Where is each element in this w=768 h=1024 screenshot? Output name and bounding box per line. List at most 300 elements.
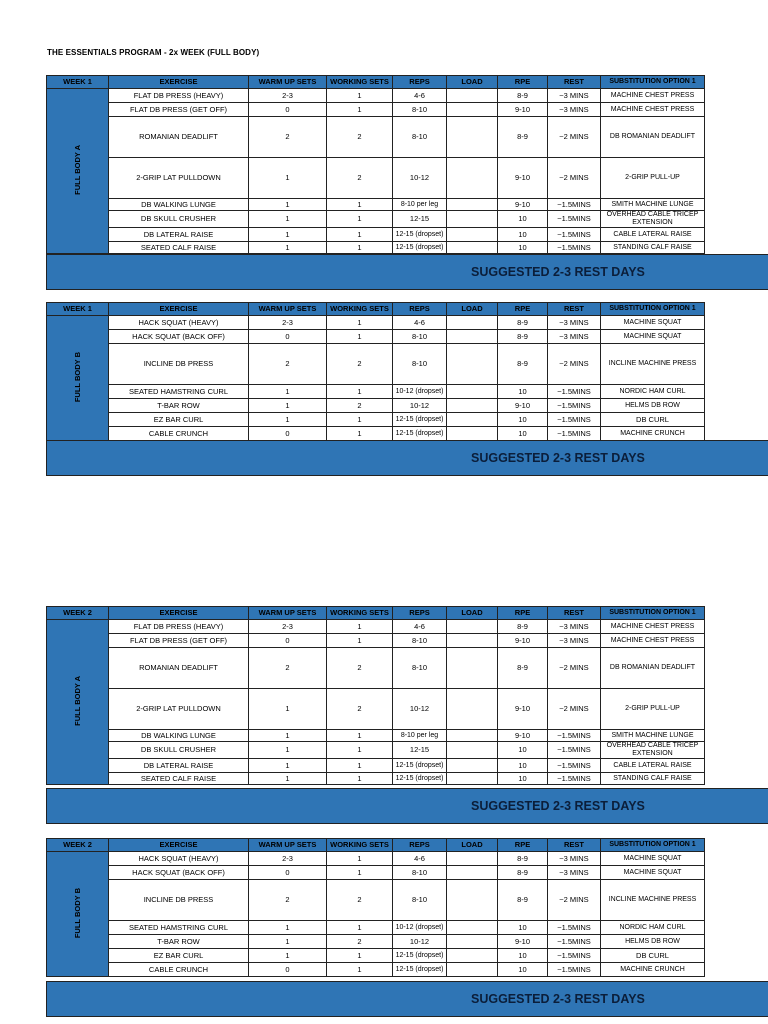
table-cell: NORDIC HAM CURL (601, 921, 705, 935)
table-row (47, 316, 705, 330)
column-header: REPS (393, 76, 447, 89)
table-cell: 2-3 (249, 620, 327, 634)
table-cell: 12-15 (dropset) (393, 963, 447, 977)
table-cell: 8-10 (393, 648, 447, 689)
column-header: REPS (393, 303, 447, 316)
table-row (47, 427, 705, 441)
table-cell: 12-15 (dropset) (393, 427, 447, 441)
table-cell: 2 (327, 935, 393, 949)
rest-days-text: SUGGESTED 2-3 REST DAYS (471, 992, 645, 1006)
table-cell: 10 (498, 759, 548, 773)
table-cell: HACK SQUAT (BACK OFF) (109, 330, 249, 344)
column-header: WORKING SETS (327, 76, 393, 89)
column-header: RPE (498, 76, 548, 89)
table-cell: SMITH MACHINE LUNGE (601, 199, 705, 211)
table-cell: HACK SQUAT (HEAVY) (109, 316, 249, 330)
table-cell: 1 (327, 773, 393, 785)
column-header: SUBSTITUTION OPTION 1 (601, 839, 705, 852)
week-label: WEEK 1 (47, 303, 109, 316)
table-cell: CABLE LATERAL RAISE (601, 759, 705, 773)
table-cell: 10 (498, 242, 548, 254)
table-cell: 10-12 (393, 689, 447, 730)
table-cell: 1 (249, 228, 327, 242)
table-cell: 2-GRIP PULL-UP (601, 158, 705, 199)
day-label: FULL BODY A (72, 145, 82, 195)
table-cell: ~1.5MINS (548, 921, 601, 935)
table-cell: 1 (249, 242, 327, 254)
table-cell: INCLINE MACHINE PRESS (601, 344, 705, 385)
table-cell: 10-12 (393, 158, 447, 199)
rest-days-banner (46, 788, 768, 824)
table-cell: 8-10 (393, 866, 447, 880)
table-cell: ~1.5MINS (548, 413, 601, 427)
table-cell: 10 (498, 742, 548, 759)
table-cell[interactable] (447, 427, 498, 441)
table-cell[interactable] (447, 103, 498, 117)
table-cell: 8-10 per leg (393, 730, 447, 742)
table-cell: ~1.5MINS (548, 399, 601, 413)
table-row (47, 921, 705, 935)
table-cell: ~3 MINS (548, 316, 601, 330)
table-cell: ROMANIAN DEADLIFT (109, 117, 249, 158)
table-cell: 1 (327, 963, 393, 977)
column-header: REST (548, 303, 601, 316)
table-cell: SEATED HAMSTRING CURL (109, 385, 249, 399)
table-cell: 12-15 (dropset) (393, 773, 447, 785)
column-header: RPE (498, 607, 548, 620)
table-cell: HELMS DB ROW (601, 399, 705, 413)
column-header: REPS (393, 839, 447, 852)
table-cell: 10-12 (393, 935, 447, 949)
table-cell: ~3 MINS (548, 89, 601, 103)
table-cell: 2-3 (249, 852, 327, 866)
table-cell: 1 (249, 413, 327, 427)
table-cell[interactable] (447, 759, 498, 773)
table-header-row (47, 303, 705, 316)
table-cell: 12-15 (dropset) (393, 949, 447, 963)
day-label: FULL BODY B (72, 351, 82, 403)
column-header: SUBSTITUTION OPTION 1 (601, 303, 705, 316)
table-cell: 10 (498, 921, 548, 935)
column-header: EXERCISE (109, 303, 249, 316)
table-cell: SMITH MACHINE LUNGE (601, 730, 705, 742)
table-cell: ~1.5MINS (548, 759, 601, 773)
schedule-table (46, 606, 705, 785)
table-cell: 12-15 (dropset) (393, 413, 447, 427)
day-label-cell (47, 852, 109, 977)
table-cell[interactable] (447, 89, 498, 103)
table-cell: MACHINE CRUNCH (601, 427, 705, 441)
column-header: EXERCISE (109, 76, 249, 89)
table-cell: MACHINE CHEST PRESS (601, 103, 705, 117)
table-cell: 2 (327, 117, 393, 158)
table-cell: ~1.5MINS (548, 742, 601, 759)
table-cell[interactable] (447, 413, 498, 427)
table-cell: 12-15 (393, 742, 447, 759)
column-header: REST (548, 76, 601, 89)
table-cell: INCLINE DB PRESS (109, 880, 249, 921)
table-cell: MACHINE CHEST PRESS (601, 620, 705, 634)
table-cell: OVERHEAD CABLE TRICEP EXTENSION (601, 211, 705, 228)
table-cell: 8-9 (498, 330, 548, 344)
table-cell: 1 (327, 385, 393, 399)
table-cell: 9-10 (498, 399, 548, 413)
table-cell: 1 (327, 242, 393, 254)
column-header: RPE (498, 303, 548, 316)
table-cell: 8-10 (393, 330, 447, 344)
column-header: WORKING SETS (327, 303, 393, 316)
table-cell: 0 (249, 634, 327, 648)
table-cell: ~3 MINS (548, 103, 601, 117)
table-cell: SEATED HAMSTRING CURL (109, 921, 249, 935)
table-row (47, 413, 705, 427)
table-cell[interactable] (447, 648, 498, 689)
table-cell[interactable] (447, 316, 498, 330)
table-cell: 9-10 (498, 935, 548, 949)
table-cell[interactable] (447, 344, 498, 385)
column-header: EXERCISE (109, 607, 249, 620)
table-row (47, 344, 705, 385)
table-cell: MACHINE CHEST PRESS (601, 89, 705, 103)
table-cell: ~1.5MINS (548, 242, 601, 254)
table-row (47, 117, 705, 158)
table-cell: 12-15 (393, 211, 447, 228)
table-cell: 1 (327, 730, 393, 742)
table-row (47, 199, 705, 211)
week-label: WEEK 1 (47, 76, 109, 89)
table-cell: ~1.5MINS (548, 730, 601, 742)
table-cell: ~2 MINS (548, 880, 601, 921)
table-cell: 8-9 (498, 866, 548, 880)
table-cell: ~1.5MINS (548, 211, 601, 228)
table-cell: 1 (249, 399, 327, 413)
table-cell: 1 (249, 921, 327, 935)
table-cell[interactable] (447, 963, 498, 977)
day-label: FULL BODY A (72, 676, 82, 726)
document-title: THE ESSENTIALS PROGRAM - 2x WEEK (FULL BODY) (47, 48, 260, 57)
column-header: WARM UP SETS (249, 607, 327, 620)
table-cell: STANDING CALF RAISE (601, 242, 705, 254)
table-cell[interactable] (447, 158, 498, 199)
schedule-table (46, 838, 705, 977)
column-header: REST (548, 839, 601, 852)
column-header: SUBSTITUTION OPTION 1 (601, 607, 705, 620)
table-cell: 1 (327, 427, 393, 441)
table-cell: ROMANIAN DEADLIFT (109, 648, 249, 689)
table-cell: 1 (327, 742, 393, 759)
table-cell: 1 (327, 852, 393, 866)
table-cell: MACHINE SQUAT (601, 316, 705, 330)
table-cell: 2 (249, 117, 327, 158)
table-cell: 1 (327, 199, 393, 211)
rest-days-banner (46, 254, 768, 290)
table-cell: 8-10 (393, 103, 447, 117)
table-cell: T-BAR ROW (109, 935, 249, 949)
table-cell: 2 (249, 344, 327, 385)
table-cell[interactable] (447, 634, 498, 648)
table-cell: ~2 MINS (548, 344, 601, 385)
column-header: LOAD (447, 76, 498, 89)
schedule-table (46, 302, 705, 441)
table-cell: DB SKULL CRUSHER (109, 742, 249, 759)
table-row (47, 228, 705, 242)
table-cell: 1 (327, 89, 393, 103)
table-cell: FLAT DB PRESS (HEAVY) (109, 620, 249, 634)
table-cell: 10-12 (393, 399, 447, 413)
table-cell: 0 (249, 330, 327, 344)
table-cell: 0 (249, 866, 327, 880)
table-cell: 9-10 (498, 730, 548, 742)
table-cell: MACHINE SQUAT (601, 866, 705, 880)
column-header: SUBSTITUTION OPTION 1 (601, 76, 705, 89)
table-cell: DB CURL (601, 949, 705, 963)
table-row (47, 963, 705, 977)
table-cell: 10 (498, 963, 548, 977)
table-row (47, 852, 705, 866)
rest-days-text: SUGGESTED 2-3 REST DAYS (471, 799, 645, 813)
table-cell: ~3 MINS (548, 634, 601, 648)
table-row (47, 689, 705, 730)
table-cell: 9-10 (498, 158, 548, 199)
table-cell: 1 (249, 385, 327, 399)
column-header: RPE (498, 839, 548, 852)
table-cell[interactable] (447, 211, 498, 228)
table-cell: 2-GRIP LAT PULLDOWN (109, 158, 249, 199)
table-cell: 1 (249, 759, 327, 773)
column-header: REST (548, 607, 601, 620)
table-cell: 12-15 (dropset) (393, 242, 447, 254)
table-cell: 1 (249, 935, 327, 949)
table-cell[interactable] (447, 620, 498, 634)
table-cell[interactable] (447, 330, 498, 344)
table-cell: SEATED CALF RAISE (109, 242, 249, 254)
table-cell: 2-GRIP PULL-UP (601, 689, 705, 730)
table-cell: 1 (327, 921, 393, 935)
table-cell: 1 (249, 211, 327, 228)
table-cell: 10 (498, 211, 548, 228)
table-cell: ~2 MINS (548, 648, 601, 689)
table-cell: 9-10 (498, 103, 548, 117)
day-label-cell (47, 316, 109, 441)
table-cell: ~3 MINS (548, 866, 601, 880)
table-cell: 8-9 (498, 880, 548, 921)
table-cell: 10 (498, 773, 548, 785)
day-label: FULL BODY B (72, 887, 82, 939)
table-cell[interactable] (447, 852, 498, 866)
table-cell: 2-3 (249, 316, 327, 330)
table-cell: EZ BAR CURL (109, 949, 249, 963)
table-row (47, 759, 705, 773)
table-cell: FLAT DB PRESS (HEAVY) (109, 89, 249, 103)
table-cell: 10-12 (dropset) (393, 385, 447, 399)
table-cell: 1 (327, 634, 393, 648)
table-cell: INCLINE MACHINE PRESS (601, 880, 705, 921)
table-cell: FLAT DB PRESS (GET OFF) (109, 103, 249, 117)
table-row (47, 385, 705, 399)
table-cell: 8-9 (498, 344, 548, 385)
table-cell[interactable] (447, 742, 498, 759)
table-cell: 1 (249, 158, 327, 199)
table-cell: 4-6 (393, 620, 447, 634)
table-cell: OVERHEAD CABLE TRICEP EXTENSION (601, 742, 705, 759)
table-cell[interactable] (447, 117, 498, 158)
table-row (47, 648, 705, 689)
table-cell[interactable] (447, 242, 498, 254)
table-cell: NORDIC HAM CURL (601, 385, 705, 399)
table-cell: 10 (498, 427, 548, 441)
table-cell: 8-9 (498, 89, 548, 103)
day-label-cell (47, 89, 109, 254)
table-cell: 9-10 (498, 199, 548, 211)
table-cell: 2 (249, 880, 327, 921)
table-cell: ~1.5MINS (548, 427, 601, 441)
table-cell: 12-15 (dropset) (393, 228, 447, 242)
table-cell: 8-9 (498, 316, 548, 330)
table-row (47, 730, 705, 742)
table-cell: INCLINE DB PRESS (109, 344, 249, 385)
table-row (47, 399, 705, 413)
table-cell: DB LATERAL RAISE (109, 759, 249, 773)
table-row (47, 773, 705, 785)
table-cell: ~2 MINS (548, 689, 601, 730)
table-cell[interactable] (447, 199, 498, 211)
table-cell: DB SKULL CRUSHER (109, 211, 249, 228)
table-cell: 2 (327, 158, 393, 199)
table-cell: DB LATERAL RAISE (109, 228, 249, 242)
table-cell: DB WALKING LUNGE (109, 730, 249, 742)
week-label: WEEK 2 (47, 839, 109, 852)
table-row (47, 866, 705, 880)
schedule-table (46, 75, 705, 254)
table-cell: ~3 MINS (548, 620, 601, 634)
table-cell: 1 (249, 949, 327, 963)
column-header: LOAD (447, 303, 498, 316)
table-cell: 0 (249, 963, 327, 977)
table-cell: ~1.5MINS (548, 228, 601, 242)
table-cell: 8-9 (498, 117, 548, 158)
table-cell: 10 (498, 385, 548, 399)
table-row (47, 949, 705, 963)
table-cell: ~2 MINS (548, 158, 601, 199)
table-cell: 1 (249, 199, 327, 211)
column-header: REPS (393, 607, 447, 620)
table-cell: CABLE CRUNCH (109, 963, 249, 977)
table-cell[interactable] (447, 935, 498, 949)
table-cell: 2 (327, 689, 393, 730)
column-header: LOAD (447, 607, 498, 620)
table-cell: FLAT DB PRESS (GET OFF) (109, 634, 249, 648)
table-cell: MACHINE CHEST PRESS (601, 634, 705, 648)
table-cell: 8-9 (498, 620, 548, 634)
table-cell[interactable] (447, 921, 498, 935)
rest-days-banner (46, 981, 768, 1017)
table-cell: HACK SQUAT (BACK OFF) (109, 866, 249, 880)
table-cell: 1 (249, 742, 327, 759)
table-cell: 2-3 (249, 89, 327, 103)
table-cell: ~2 MINS (548, 117, 601, 158)
rest-days-text: SUGGESTED 2-3 REST DAYS (471, 265, 645, 279)
table-cell: 1 (327, 866, 393, 880)
table-cell: ~3 MINS (548, 852, 601, 866)
column-header: LOAD (447, 839, 498, 852)
table-cell: 1 (327, 413, 393, 427)
table-cell: 4-6 (393, 316, 447, 330)
table-cell: ~1.5MINS (548, 385, 601, 399)
table-cell[interactable] (447, 880, 498, 921)
table-cell: 1 (327, 211, 393, 228)
table-cell: 1 (327, 228, 393, 242)
table-cell: 4-6 (393, 89, 447, 103)
rest-days-banner (46, 440, 768, 476)
table-cell: 0 (249, 103, 327, 117)
table-cell[interactable] (447, 399, 498, 413)
table-row (47, 330, 705, 344)
table-cell[interactable] (447, 228, 498, 242)
table-cell: 9-10 (498, 634, 548, 648)
table-row (47, 242, 705, 254)
table-cell: EZ BAR CURL (109, 413, 249, 427)
table-row (47, 742, 705, 759)
table-cell: ~1.5MINS (548, 935, 601, 949)
table-row (47, 158, 705, 199)
table-cell: ~3 MINS (548, 330, 601, 344)
table-cell: 10 (498, 228, 548, 242)
table-cell: SEATED CALF RAISE (109, 773, 249, 785)
table-cell[interactable] (447, 385, 498, 399)
table-cell: 2 (327, 880, 393, 921)
week-label: WEEK 2 (47, 607, 109, 620)
table-cell: 8-10 (393, 117, 447, 158)
table-header-row (47, 839, 705, 852)
table-header-row (47, 76, 705, 89)
table-cell[interactable] (447, 689, 498, 730)
table-row (47, 211, 705, 228)
table-cell[interactable] (447, 773, 498, 785)
table-cell: 1 (249, 773, 327, 785)
table-cell: 1 (327, 330, 393, 344)
table-cell: 12-15 (dropset) (393, 759, 447, 773)
table-cell[interactable] (447, 866, 498, 880)
table-cell: 1 (327, 103, 393, 117)
table-cell: 8-10 (393, 880, 447, 921)
table-cell[interactable] (447, 949, 498, 963)
rest-days-text: SUGGESTED 2-3 REST DAYS (471, 451, 645, 465)
table-cell: ~1.5MINS (548, 963, 601, 977)
table-cell: DB ROMANIAN DEADLIFT (601, 648, 705, 689)
table-cell: HACK SQUAT (HEAVY) (109, 852, 249, 866)
table-cell: DB ROMANIAN DEADLIFT (601, 117, 705, 158)
table-cell: 2 (249, 648, 327, 689)
table-cell[interactable] (447, 730, 498, 742)
table-cell: 1 (249, 689, 327, 730)
table-cell: 8-9 (498, 648, 548, 689)
table-cell: 1 (327, 316, 393, 330)
table-cell: 1 (327, 620, 393, 634)
table-cell: MACHINE SQUAT (601, 852, 705, 866)
table-cell: DB WALKING LUNGE (109, 199, 249, 211)
table-cell: 2 (327, 399, 393, 413)
table-header-row (47, 607, 705, 620)
table-cell: CABLE LATERAL RAISE (601, 228, 705, 242)
table-cell: 8-10 (393, 344, 447, 385)
table-cell: 1 (327, 759, 393, 773)
table-cell: 10-12 (dropset) (393, 921, 447, 935)
table-cell: CABLE CRUNCH (109, 427, 249, 441)
column-header: WARM UP SETS (249, 76, 327, 89)
table-cell: 2 (327, 344, 393, 385)
column-header: WORKING SETS (327, 607, 393, 620)
table-cell: 8-10 per leg (393, 199, 447, 211)
